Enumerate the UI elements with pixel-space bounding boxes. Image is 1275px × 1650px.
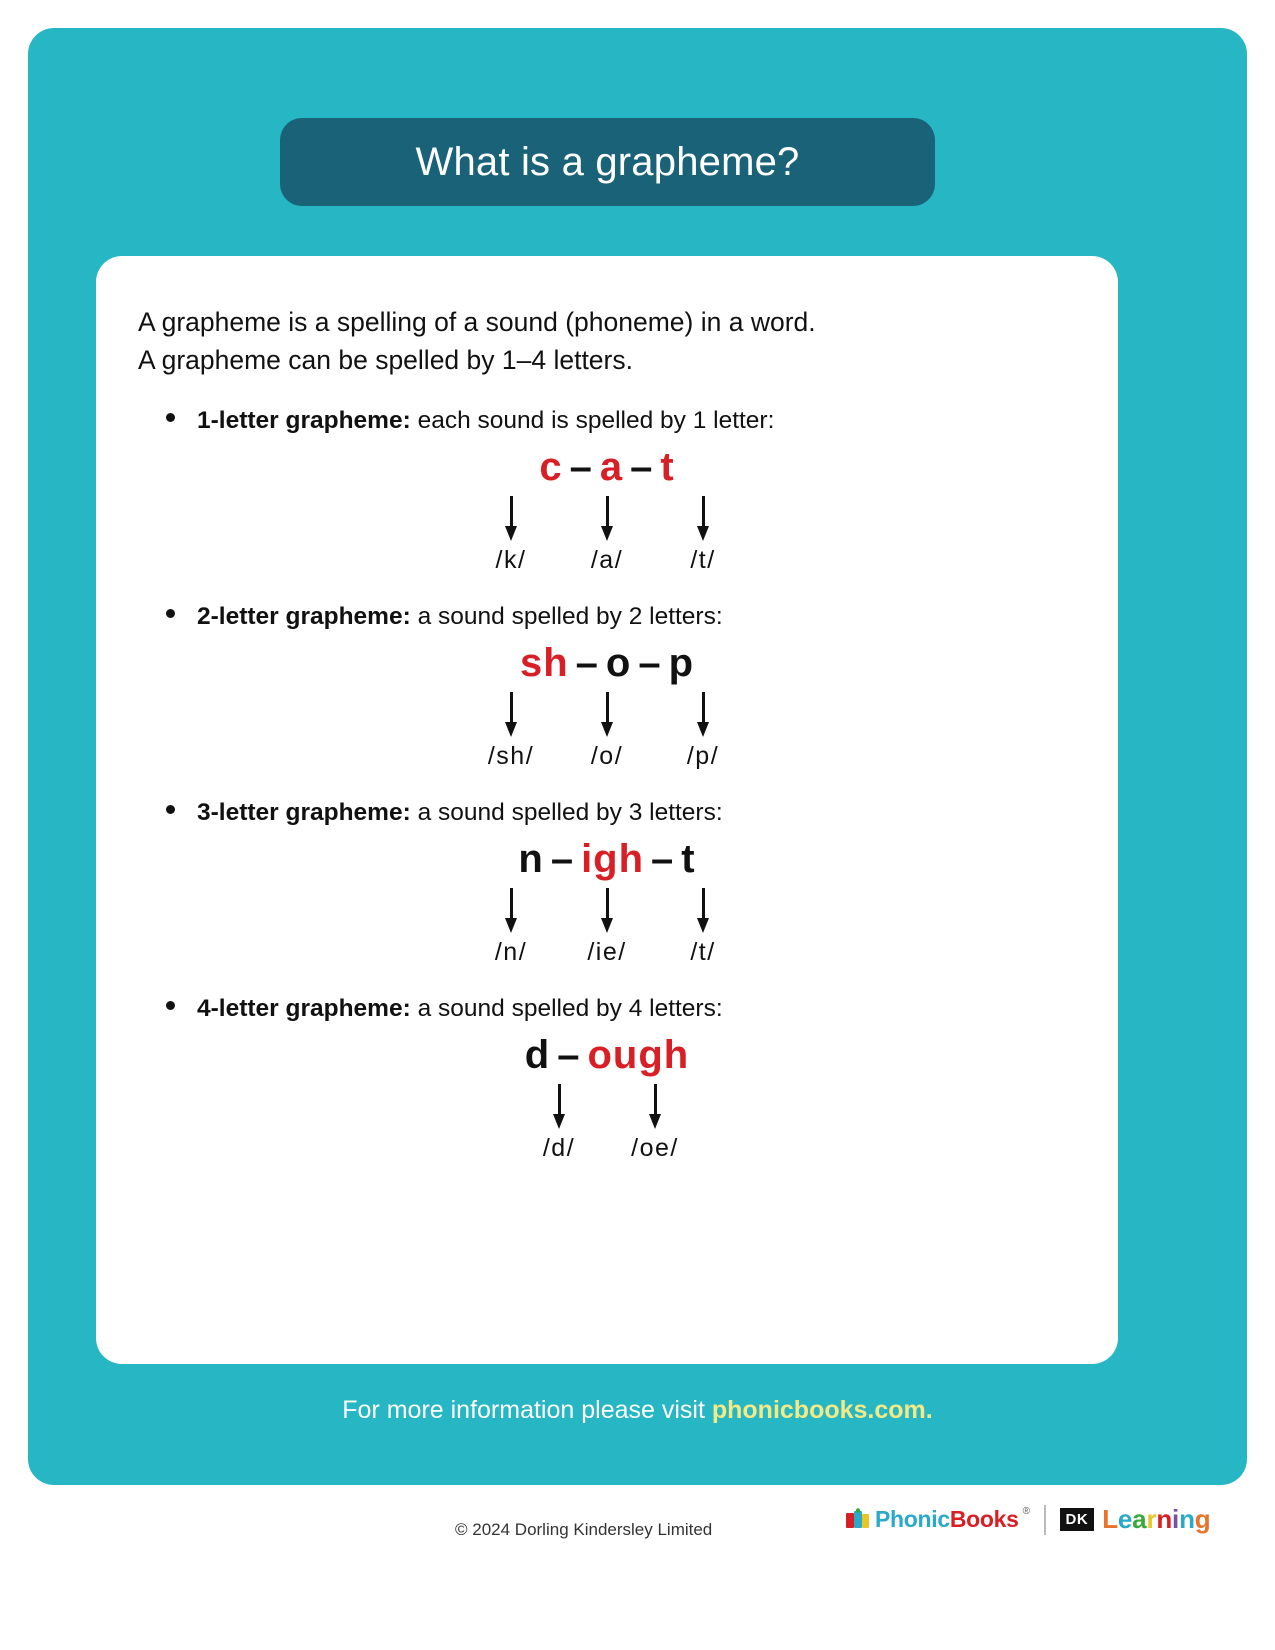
grapheme-separator: – (550, 836, 575, 881)
intro-line-2: A grapheme can be spelled by 1–4 letters. (138, 344, 633, 375)
bullet-row (138, 993, 1076, 1025)
phoneme-label: /k/ (495, 546, 527, 575)
grapheme-letters: a (599, 445, 624, 490)
grapheme-letters: p (668, 640, 695, 685)
word-row (525, 1033, 689, 1078)
grapheme-separator: – (557, 1032, 581, 1077)
word-diagram (138, 641, 1076, 771)
word-row (539, 445, 674, 490)
bullet-description: a sound spelled by 2 letters: (410, 603, 723, 631)
word-row (518, 837, 695, 882)
poster-background (28, 28, 1247, 1485)
down-arrow-icon (600, 888, 614, 934)
grapheme-letters: n (518, 836, 544, 881)
copyright-text: © 2024 Dorling Kindersley Limited (455, 1520, 713, 1539)
bullet-description: a sound spelled by 4 letters: (410, 994, 723, 1022)
logo-group (845, 1504, 1210, 1535)
down-arrow-icon (696, 888, 710, 934)
arrow-cell (655, 692, 751, 738)
arrow-cell (559, 888, 655, 934)
bullet-description: each sound is spelled by 1 letter: (410, 407, 775, 435)
phoneme-row (463, 546, 751, 575)
phonicbooks-word-part2: Books (949, 1506, 1019, 1532)
phonicbooks-logo (845, 1506, 1030, 1533)
down-arrow-icon (600, 692, 614, 738)
bullet-label: 3-letter grapheme: (197, 798, 411, 826)
bullet-label: 1-letter grapheme: (197, 407, 411, 435)
grapheme-block (138, 797, 1076, 967)
bullet-label: 2-letter grapheme: (197, 603, 411, 631)
down-arrow-icon (504, 888, 518, 934)
word-diagram (138, 837, 1076, 967)
bullet-row (138, 601, 1076, 633)
bullet-dot-icon (166, 609, 175, 618)
down-arrow-icon (552, 1084, 566, 1130)
phoneme-label: /p/ (686, 741, 720, 770)
down-arrow-icon (504, 692, 518, 738)
dk-learning-wordmark: Learning (1102, 1504, 1211, 1534)
arrow-row (511, 1084, 703, 1130)
phoneme-row (511, 1134, 703, 1163)
arrow-cell (463, 496, 559, 542)
arrow-cell (511, 1084, 607, 1130)
grapheme-separator: – (575, 640, 599, 685)
grapheme-block (138, 601, 1076, 771)
grapheme-letters: sh (519, 640, 569, 685)
bullet-text (197, 797, 723, 829)
arrow-cell (559, 496, 655, 542)
bullet-dot-icon (166, 413, 175, 422)
grapheme-letters: o (605, 640, 632, 685)
dk-learning-logo (1060, 1504, 1211, 1535)
phoneme-row (463, 938, 751, 967)
bullet-text (197, 601, 723, 633)
phonicbooks-link[interactable]: phonicbooks.com. (711, 1396, 933, 1424)
dk-badge: DK (1060, 1508, 1095, 1531)
grapheme-blocks (138, 405, 1076, 1162)
phoneme-label: /t/ (690, 937, 716, 966)
grapheme-separator: – (651, 836, 675, 881)
grapheme-block (138, 405, 1076, 575)
phonicbooks-mark-icon (845, 1507, 871, 1533)
phoneme-label: /sh/ (487, 741, 535, 770)
grapheme-letters: c (539, 445, 563, 490)
bullet-text (197, 993, 723, 1025)
arrow-row (463, 496, 751, 542)
bullet-dot-icon (166, 1001, 175, 1010)
down-arrow-icon (648, 1084, 662, 1130)
bullet-row (138, 405, 1076, 437)
phoneme-label: /t/ (690, 546, 716, 575)
phoneme-label: /n/ (494, 937, 528, 966)
bottom-bar (0, 1504, 1275, 1650)
grapheme-letters: t (681, 836, 696, 881)
registered-mark: ® (1022, 1506, 1031, 1517)
content-card (96, 256, 1118, 1364)
word-diagram (138, 445, 1076, 575)
bullet-row (138, 797, 1076, 829)
down-arrow-icon (600, 496, 614, 542)
arrow-cell (463, 692, 559, 738)
grapheme-separator: – (569, 445, 593, 490)
down-arrow-icon (504, 496, 518, 542)
footer-prefix: For more information please visit (342, 1396, 712, 1424)
grapheme-letters: ough (587, 1032, 690, 1077)
arrow-cell (559, 692, 655, 738)
phoneme-label: /o/ (590, 741, 624, 770)
grapheme-letters: t (660, 445, 675, 490)
phoneme-label: /oe/ (631, 1133, 679, 1162)
phoneme-row (463, 742, 751, 771)
phoneme-label: /a/ (590, 546, 624, 575)
grapheme-separator: – (630, 445, 654, 490)
phoneme-label: /d/ (542, 1133, 576, 1162)
intro-line-1: A grapheme is a spelling of a sound (phoneme) in a word. (138, 307, 816, 337)
grapheme-letters: d (524, 1032, 551, 1077)
page-title: What is a grapheme? (415, 139, 800, 184)
grapheme-block (138, 993, 1076, 1163)
down-arrow-icon (696, 692, 710, 738)
footer-note (28, 1396, 1247, 1425)
bullet-dot-icon (166, 805, 175, 814)
bullet-label: 4-letter grapheme: (197, 994, 411, 1022)
arrow-cell (607, 1084, 703, 1130)
arrow-row (463, 692, 751, 738)
intro-paragraph (138, 304, 1076, 379)
bullet-description: a sound spelled by 3 letters: (410, 798, 723, 826)
word-row (520, 641, 694, 686)
title-pill (280, 118, 935, 206)
bullet-text (197, 405, 774, 437)
word-diagram (138, 1033, 1076, 1163)
logo-divider (1044, 1505, 1046, 1535)
arrow-cell (655, 888, 751, 934)
phoneme-label: /ie/ (587, 937, 627, 966)
arrow-row (463, 888, 751, 934)
grapheme-separator: – (638, 640, 662, 685)
phonicbooks-wordmark (875, 1506, 1019, 1533)
grapheme-letters: igh (581, 836, 645, 881)
arrow-cell (655, 496, 751, 542)
arrow-cell (463, 888, 559, 934)
phonicbooks-word-part1: Phonic (875, 1506, 950, 1532)
down-arrow-icon (696, 496, 710, 542)
